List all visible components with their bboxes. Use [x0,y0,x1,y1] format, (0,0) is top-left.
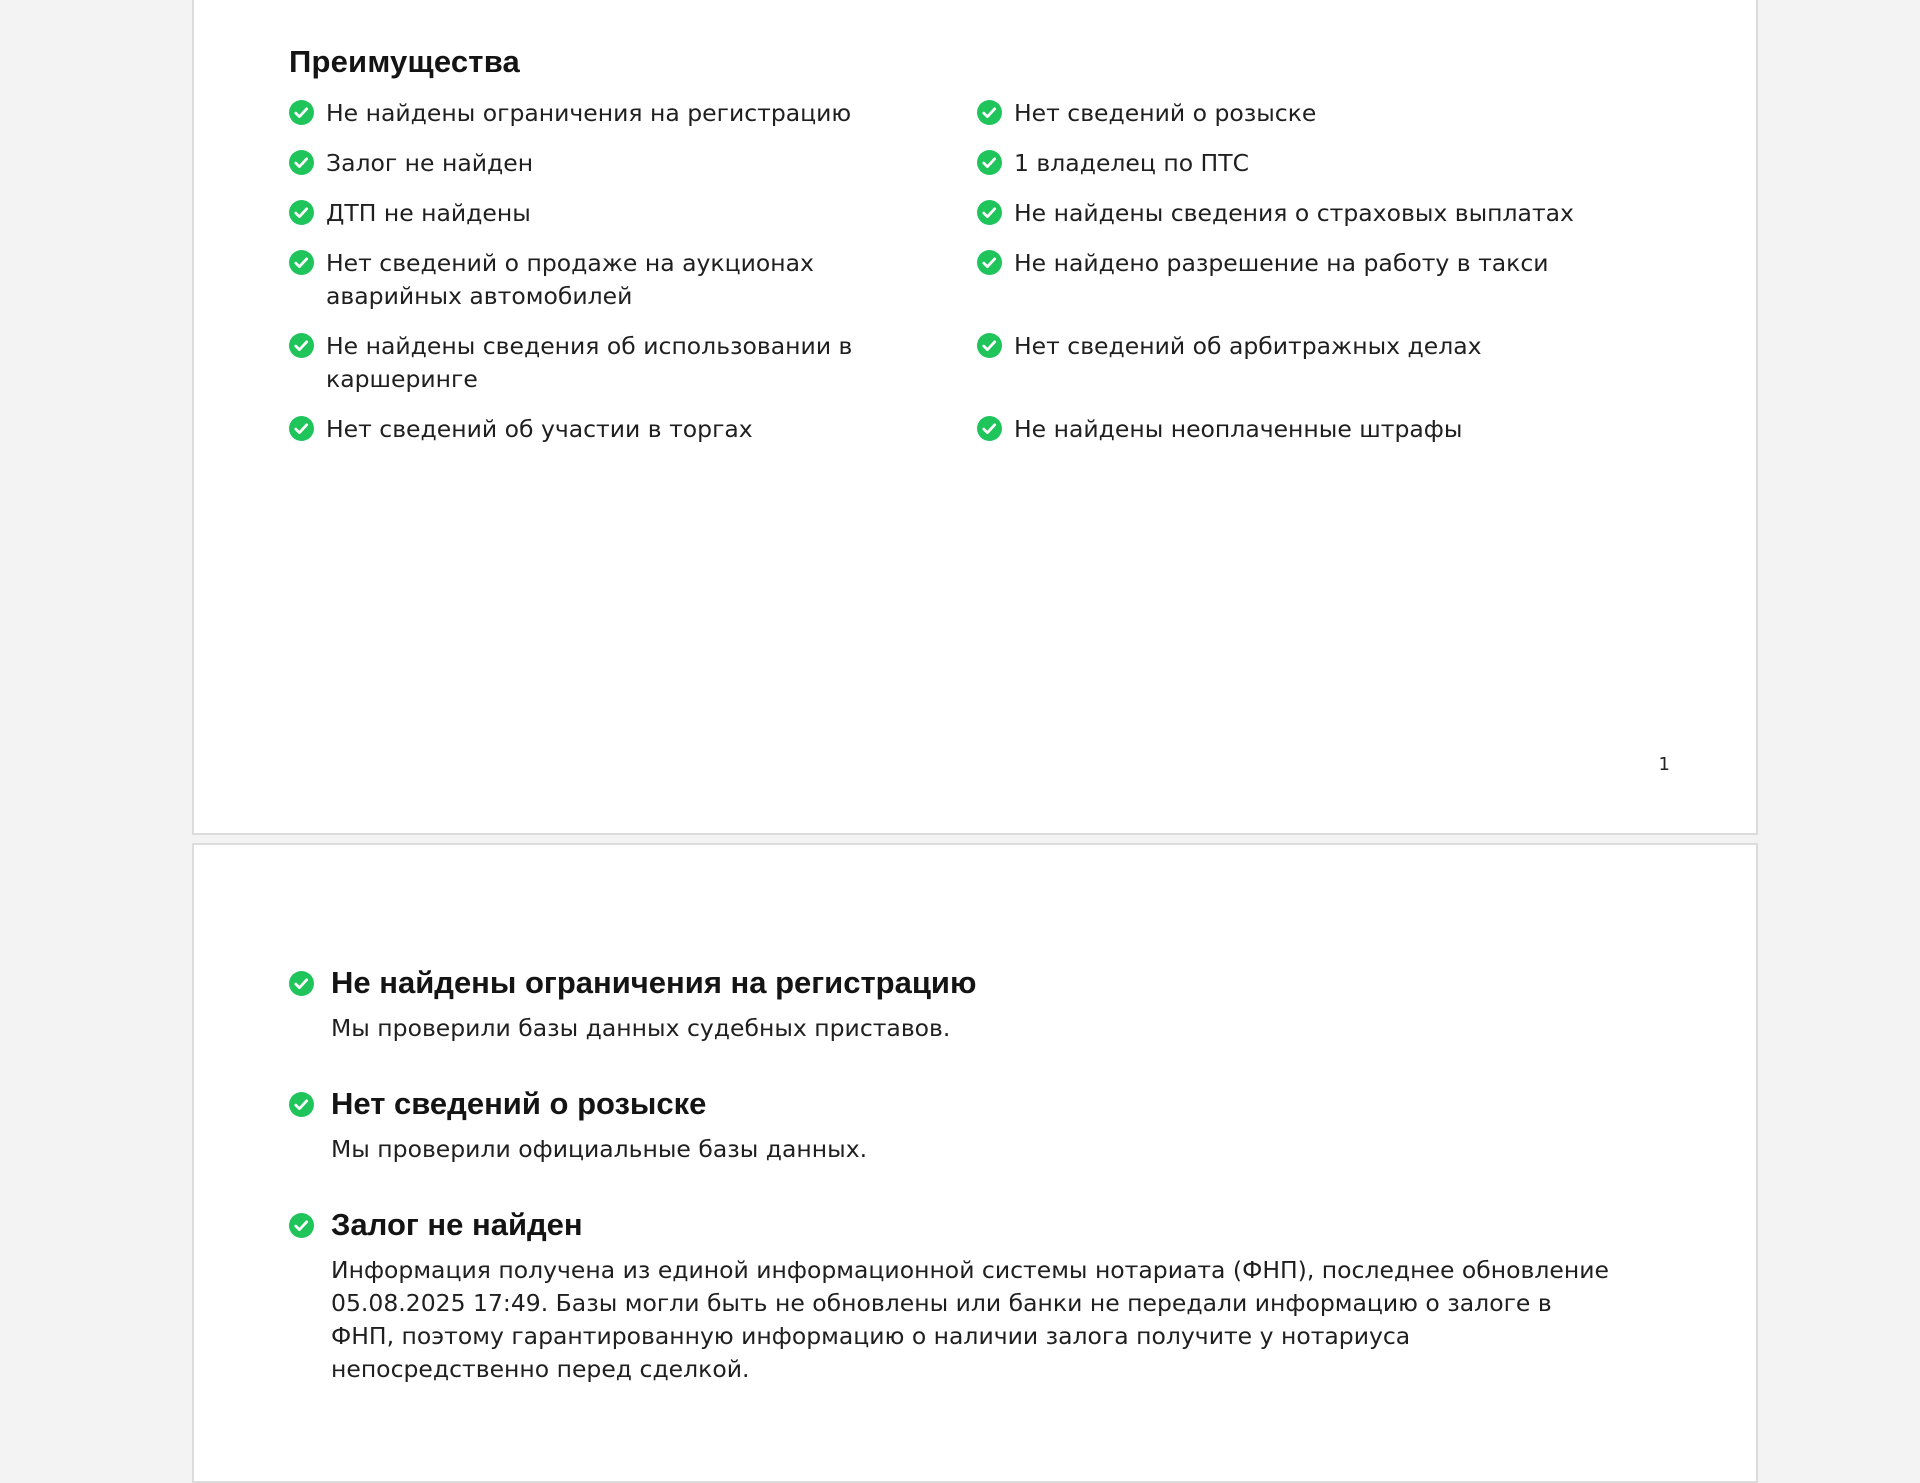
advantage-text: Залог не найден [326,149,534,177]
report-page-2 [192,843,1758,1483]
advantages-list [289,97,1669,463]
advantage-text: Не найдены сведения о страховых выплатах [1014,199,1574,227]
advantage-item [977,247,1577,313]
advantage-text: 1 владелец по ПТС [1014,149,1249,177]
advantages-title: Преимущества [289,44,520,79]
advantage-item [289,330,977,396]
advantage-text: Нет сведений об участии в торгах [326,415,753,443]
check-circle-icon [289,150,314,175]
check-circle-icon [289,250,314,275]
detail-section [289,1083,1619,1166]
advantage-text: Не найдены сведения об использовании в каршеринге [326,332,853,393]
check-circle-icon [977,250,1002,275]
detail-body: Мы проверили базы данных судебных приставов. [331,1014,951,1042]
detail-title: Нет сведений о розыске [331,1086,707,1121]
detail-section [289,962,1619,1045]
advantage-item [289,247,977,313]
check-circle-icon [977,416,1002,441]
check-circle-icon [289,333,314,358]
advantage-text: Нет сведений о продаже на аукционах аварийных автомобилей [326,249,814,310]
detail-section [289,1204,1619,1386]
check-circle-icon [289,1213,314,1238]
advantage-item [977,97,1577,130]
advantage-text: ДТП не найдены [326,199,531,227]
details-list [289,962,1619,1424]
advantage-text: Не найдены неоплаченные штрафы [1014,415,1463,443]
check-circle-icon [289,1092,314,1117]
page-number: 1 [1658,754,1670,775]
check-circle-icon [289,971,314,996]
check-circle-icon [289,416,314,441]
advantage-item [289,197,977,230]
advantage-text: Не найдены ограничения на регистрацию [326,99,852,127]
check-circle-icon [977,333,1002,358]
advantage-item [289,147,977,180]
advantage-item [977,147,1577,180]
advantage-text: Нет сведений о розыске [1014,99,1317,127]
advantage-item [289,413,977,446]
detail-body: Мы проверили официальные базы данных. [331,1135,868,1163]
advantage-item [977,330,1577,396]
check-circle-icon [977,200,1002,225]
advantage-text: Не найдено разрешение на работу в такси [1014,249,1549,277]
check-circle-icon [289,200,314,225]
check-circle-icon [977,150,1002,175]
detail-title: Не найдены ограничения на регистрацию [331,965,977,1000]
check-circle-icon [289,100,314,125]
advantage-item [977,413,1577,446]
advantage-item [289,97,977,130]
advantage-text: Нет сведений об арбитражных делах [1014,332,1482,360]
check-circle-icon [977,100,1002,125]
detail-title: Залог не найден [331,1207,583,1242]
report-page-1 [192,0,1758,835]
detail-body: Информация получена из единой информационной системы нотариата (ФНП), последнее обновление 05.08.2025 17:49. Базы могли быть не обновлены или банки не передали информацию о залоге в ФНП, поэтому гарантированную информацию о наличии залога получите у нотариуса непосредственно перед сделкой. [331,1256,1609,1383]
advantage-item [977,197,1577,230]
